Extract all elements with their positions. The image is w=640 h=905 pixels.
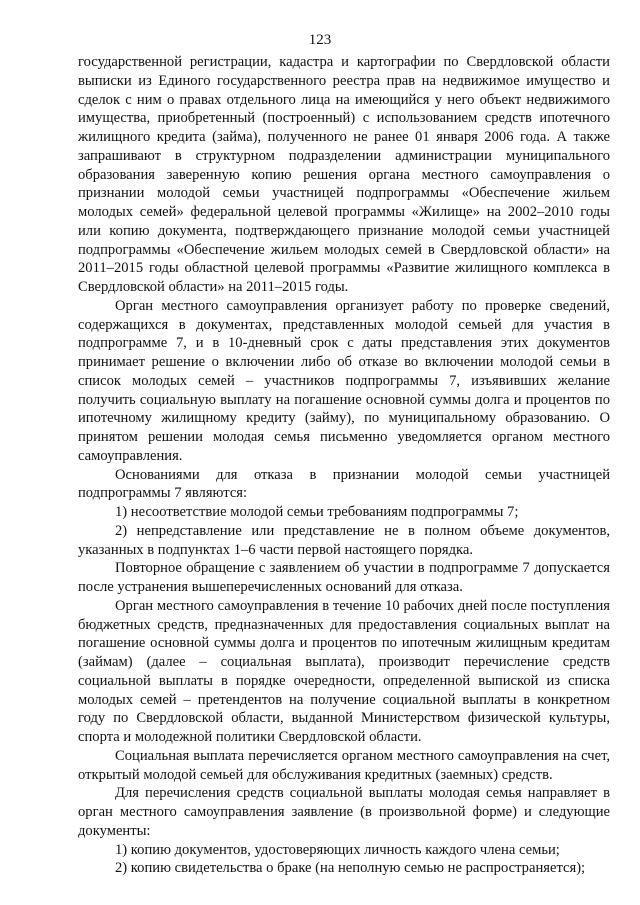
paragraph-payment-account: Социальная выплата перечисляется органом местного самоуправления на счет, открытый молодой семьей для обслуживания кредитных (заемных) средств. (78, 747, 610, 783)
list-item-refusal-2: 2) непредставление или представление не в полном объеме документов, указанных в подпунктах 1–6 части первой настоящего порядка. (78, 522, 610, 558)
paragraph-continuation: государственной регистрации, кадастра и картографии по Свердловской области выписки из Единого государственного реестра прав на недвижимое имущество и сделок с ним о правах отдельного лица на имеющийся у него объект недвижимого имущества, приобретенный (построенный) с использованием средств ипотечного жилищного кредита (займа), полученного не ранее 01 января 2006 года. А также запрашивают в структурном подразделении администрации муниципального образования заверенную копию решения органа местного самоуправления о признании молодой семьи участницей подпрограммы «Обеспечение жильем молодых семей» федеральной целевой программы «Жилище» на 2002–2010 годы или копию документа, подтверждающего признание молодой семьи участницей подпрограммы «Обеспечение жильем молодых семей в Свердловской области» на 2011–2015 годы областной целевой программы «Развитие жилищного комплекса в Свердловской области» на 2011–2015 годы. (78, 54, 610, 295)
list-item-refusal-1: 1) несоответствие молодой семьи требованиям подпрограммы 7; (115, 504, 519, 520)
paragraph-transfer-procedure: Орган местного самоуправления в течение 10 рабочих дней после поступления бюджетных средств, предназначенных для предоставления социальных выплат на погашение основной суммы долга и процентов по ипотечным жилищным кредитам (займам) (далее – социальная выплата), производит перечисление средств социальной выплаты в порядке очередности, определенной выпиской из списка молодых семей – претендентов на получение социальной выплаты в конкретном году по Свердловской области, выданной Министерством физической культуры, спорта и молодежной политики Свердловской области. (78, 597, 610, 745)
paragraph-required-documents: Для перечисления средств социальной выплаты молодая семья направляет в орган местного самоуправления заявление (в произвольной форме) и следующие документы: (78, 785, 610, 839)
paragraph-refusal-grounds: Основаниями для отказа в признании молодой семьи участницей подпрограммы 7 являются: (78, 466, 610, 502)
list-item-document-2: 2) копию свидетельства о браке (на неполную семью не распространяется); (115, 860, 586, 877)
paragraph-verification: Орган местного самоуправления организует работу по проверке сведений, содержащихся в документах, представленных молодой семьей для участия в подпрограмме 7, и в 10-дневный срок с даты представления этих документов принимает решение о включении либо об отказе во включении молодой семьи в список молодых семей – участников подпрограммы 7, изъявивших желание получить социальную выплату на погашение основной суммы долга и процентов по ипотечному жилищному кредиту (займу), по муниципальному образованию. О принятом решении молодая семья письменно уведомляется органом местного самоуправления. (78, 297, 610, 464)
page-number: 123 (308, 32, 332, 48)
paragraph-repeat-application: Повторное обращение с заявлением об участии в подпрограмме 7 допускается после устранения вышеперечисленных оснований для отказа. (78, 560, 610, 595)
list-item-document-1: 1) копию документов, удостоверяющих личность каждого члена семьи; (115, 841, 560, 858)
document-body (78, 53, 610, 878)
